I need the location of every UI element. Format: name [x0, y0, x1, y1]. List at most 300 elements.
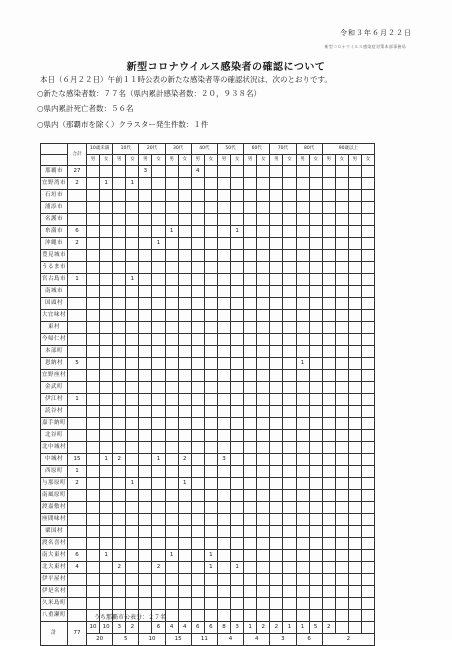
case-count-cell: [100, 502, 113, 514]
case-count-cell: [244, 334, 257, 346]
case-count-cell: [335, 250, 348, 262]
case-count-cell: 2: [152, 562, 165, 574]
case-count-cell: [126, 334, 139, 346]
case-count-cell: [165, 298, 178, 310]
case-count-cell: [152, 310, 165, 322]
case-count-cell: [87, 190, 100, 202]
case-count-cell: [178, 202, 191, 214]
case-count-cell: [100, 262, 113, 274]
case-count-cell: [178, 238, 191, 250]
case-count-cell: [100, 226, 113, 238]
case-count-cell: [217, 502, 230, 514]
case-count-cell: [231, 574, 244, 586]
case-count-cell: [126, 214, 139, 226]
case-count-cell: [204, 274, 217, 286]
case-count-cell: [283, 598, 296, 610]
case-count-cell: [283, 382, 296, 394]
case-count-cell: [231, 538, 244, 550]
case-count-cell: [348, 298, 361, 310]
municipality-name: 北大東村: [41, 562, 68, 574]
case-count-cell: [244, 562, 257, 574]
case-count-cell: [309, 502, 322, 514]
case-count-cell: [296, 442, 309, 454]
case-count-cell: [348, 250, 361, 262]
footnote: うち那覇市公表分：２７名: [94, 614, 167, 621]
case-count-cell: [100, 334, 113, 346]
case-count-cell: [335, 406, 348, 418]
case-count-cell: [283, 286, 296, 298]
case-count-cell: [257, 262, 270, 274]
case-count-cell: [126, 598, 139, 610]
case-count-cell: [126, 310, 139, 322]
case-count-cell: [139, 430, 152, 442]
sex-total-cell: 2: [257, 622, 270, 634]
case-count-cell: [178, 442, 191, 454]
case-count-cell: [204, 346, 217, 358]
case-count-cell: [152, 334, 165, 346]
case-count-cell: [113, 358, 126, 370]
case-count-cell: [257, 370, 270, 382]
case-count-cell: [361, 502, 374, 514]
case-count-cell: [87, 178, 100, 190]
case-count-cell: [204, 466, 217, 478]
case-count-cell: [335, 166, 348, 178]
case-count-cell: [270, 238, 283, 250]
case-count-cell: [348, 238, 361, 250]
case-count-cell: [204, 286, 217, 298]
case-count-cell: [361, 322, 374, 334]
sex-total-cell: [348, 622, 361, 634]
case-count-cell: [139, 250, 152, 262]
case-count-cell: [296, 250, 309, 262]
case-count-cell: [270, 346, 283, 358]
case-count-cell: [244, 502, 257, 514]
municipality-name: 座間味村: [41, 514, 68, 526]
case-count-cell: [296, 406, 309, 418]
case-count-cell: [231, 322, 244, 334]
case-count-cell: [178, 598, 191, 610]
case-count-cell: [191, 406, 204, 418]
table-row: [41, 250, 375, 262]
case-count-cell: [361, 442, 374, 454]
sex-total-cell: 10: [87, 622, 100, 634]
case-count-cell: [270, 454, 283, 466]
case-count-cell: 1: [152, 454, 165, 466]
table-row: [41, 586, 375, 598]
table-row: [41, 418, 375, 430]
municipality-name: 北中城村: [41, 442, 68, 454]
case-count-cell: [348, 166, 361, 178]
case-count-cell: [335, 598, 348, 610]
case-count-cell: [283, 358, 296, 370]
case-count-cell: [217, 286, 230, 298]
case-count-cell: [87, 166, 100, 178]
municipality-name: 西原町: [41, 466, 68, 478]
case-count-cell: [322, 310, 335, 322]
age-total-cell: 11: [191, 634, 217, 646]
case-count-cell: [191, 322, 204, 334]
case-count-cell: [361, 358, 374, 370]
case-count-cell: [283, 214, 296, 226]
case-count-cell: [113, 370, 126, 382]
case-count-cell: [348, 406, 361, 418]
case-count-cell: [126, 502, 139, 514]
municipality-total: [68, 334, 87, 346]
case-count-cell: [270, 382, 283, 394]
case-count-cell: [139, 562, 152, 574]
case-count-cell: [244, 442, 257, 454]
municipality-total: 6: [68, 226, 87, 238]
case-count-cell: [322, 598, 335, 610]
case-count-cell: [152, 418, 165, 430]
case-count-cell: [204, 238, 217, 250]
case-count-cell: [165, 406, 178, 418]
case-count-cell: [100, 574, 113, 586]
case-count-cell: [335, 370, 348, 382]
case-count-cell: [283, 394, 296, 406]
case-count-cell: [322, 214, 335, 226]
case-count-cell: [217, 190, 230, 202]
case-count-cell: [296, 514, 309, 526]
case-count-cell: [322, 454, 335, 466]
case-count-cell: [152, 490, 165, 502]
municipality-total: [68, 442, 87, 454]
case-count-cell: [296, 226, 309, 238]
case-count-cell: [361, 430, 374, 442]
case-count-cell: [204, 166, 217, 178]
case-count-cell: [100, 526, 113, 538]
case-count-cell: [139, 202, 152, 214]
case-count-cell: [296, 562, 309, 574]
case-count-cell: [257, 190, 270, 202]
header-sex: 女: [283, 155, 296, 166]
municipality-name: 恩納村: [41, 358, 68, 370]
case-count-cell: [87, 238, 100, 250]
case-count-cell: [113, 586, 126, 598]
case-count-cell: [139, 502, 152, 514]
case-count-cell: [270, 526, 283, 538]
case-count-cell: [244, 322, 257, 334]
case-count-cell: [165, 346, 178, 358]
header-sex: 女: [126, 155, 139, 166]
sex-total-cell: 1: [296, 622, 309, 634]
case-count-cell: [244, 418, 257, 430]
case-count-cell: [296, 262, 309, 274]
case-count-cell: [204, 514, 217, 526]
case-count-cell: [361, 538, 374, 550]
case-count-cell: [100, 538, 113, 550]
case-count-cell: [322, 358, 335, 370]
sex-total-cell: 5: [309, 622, 322, 634]
case-count-cell: [361, 166, 374, 178]
case-count-cell: [165, 358, 178, 370]
case-count-cell: [309, 454, 322, 466]
table-row: [41, 166, 375, 178]
case-count-cell: [335, 562, 348, 574]
case-count-cell: [296, 238, 309, 250]
case-count-cell: [87, 226, 100, 238]
case-count-cell: [165, 190, 178, 202]
case-count-cell: [126, 526, 139, 538]
header-age-group: 90歳以上: [322, 144, 374, 155]
case-count-cell: [257, 346, 270, 358]
case-count-cell: [361, 526, 374, 538]
municipality-total: 2: [68, 478, 87, 490]
case-count-cell: [178, 550, 191, 562]
case-count-cell: [178, 562, 191, 574]
case-count-cell: [87, 274, 100, 286]
case-count-cell: [113, 598, 126, 610]
header-sex: 女: [100, 155, 113, 166]
case-count-cell: [204, 178, 217, 190]
case-count-cell: 1: [126, 478, 139, 490]
case-count-cell: [178, 490, 191, 502]
case-count-cell: [335, 466, 348, 478]
municipality-total: 5: [68, 358, 87, 370]
case-count-cell: [87, 574, 100, 586]
case-count-cell: [113, 478, 126, 490]
case-count-cell: [100, 442, 113, 454]
case-count-cell: [139, 550, 152, 562]
case-count-cell: [231, 286, 244, 298]
case-count-cell: [231, 586, 244, 598]
case-count-cell: [309, 478, 322, 490]
case-count-cell: [244, 358, 257, 370]
case-count-cell: [283, 334, 296, 346]
case-count-cell: [87, 310, 100, 322]
case-count-cell: [348, 514, 361, 526]
case-count-cell: [217, 418, 230, 430]
header-sex: 男: [113, 155, 126, 166]
sex-total-cell: 4: [165, 622, 178, 634]
municipality-name: 久米島町: [41, 598, 68, 610]
case-count-cell: [283, 538, 296, 550]
case-count-cell: [191, 310, 204, 322]
case-count-cell: [270, 574, 283, 586]
case-count-cell: [361, 262, 374, 274]
case-count-cell: [348, 202, 361, 214]
case-count-cell: [87, 286, 100, 298]
case-count-cell: [322, 610, 335, 622]
case-count-cell: [139, 442, 152, 454]
case-count-cell: [100, 394, 113, 406]
case-count-cell: [152, 430, 165, 442]
header-age-group: 60代: [244, 144, 270, 155]
case-count-cell: [231, 298, 244, 310]
case-count-cell: [87, 550, 100, 562]
municipality-name: 読谷村: [41, 406, 68, 418]
case-count-cell: [296, 322, 309, 334]
case-count-cell: [191, 286, 204, 298]
case-count-cell: [113, 574, 126, 586]
case-count-cell: [244, 394, 257, 406]
case-count-cell: [270, 310, 283, 322]
case-count-cell: [244, 406, 257, 418]
municipality-name: 中城村: [41, 454, 68, 466]
header-sex: 女: [152, 155, 165, 166]
case-count-cell: [204, 574, 217, 586]
case-count-cell: [191, 442, 204, 454]
case-count-cell: [348, 418, 361, 430]
case-count-cell: [191, 250, 204, 262]
case-count-cell: [139, 190, 152, 202]
case-count-cell: [87, 214, 100, 226]
case-count-cell: [283, 454, 296, 466]
case-count-cell: [270, 322, 283, 334]
case-count-cell: [335, 358, 348, 370]
sex-total-cell: 1: [283, 622, 296, 634]
case-count-cell: [361, 286, 374, 298]
case-count-cell: [191, 454, 204, 466]
case-count-cell: [87, 262, 100, 274]
grand-total: 77: [68, 622, 87, 646]
case-count-cell: [152, 286, 165, 298]
case-count-cell: [361, 574, 374, 586]
case-count-cell: [178, 214, 191, 226]
case-count-cell: [217, 202, 230, 214]
case-count-cell: [100, 322, 113, 334]
case-count-cell: [257, 406, 270, 418]
case-count-cell: [309, 418, 322, 430]
age-total-cell: 20: [87, 634, 113, 646]
case-count-cell: [113, 178, 126, 190]
case-count-cell: [152, 394, 165, 406]
case-count-cell: [309, 586, 322, 598]
header-sex: 男: [322, 155, 335, 166]
case-count-cell: [296, 274, 309, 286]
case-count-cell: [361, 370, 374, 382]
case-count-cell: [191, 358, 204, 370]
case-count-cell: [322, 514, 335, 526]
case-count-cell: [165, 418, 178, 430]
case-count-cell: [217, 298, 230, 310]
sex-total-cell: 10: [100, 622, 113, 634]
case-count-cell: [270, 478, 283, 490]
case-count-cell: [309, 610, 322, 622]
header-row-age: [41, 144, 375, 155]
case-count-cell: [244, 262, 257, 274]
case-count-cell: [87, 430, 100, 442]
case-count-cell: [100, 382, 113, 394]
case-count-cell: [335, 238, 348, 250]
municipality-name: 渡名喜村: [41, 538, 68, 550]
case-count-cell: [100, 166, 113, 178]
case-count-cell: [126, 166, 139, 178]
case-count-cell: [217, 226, 230, 238]
case-count-cell: 1: [204, 550, 217, 562]
case-count-cell: [322, 262, 335, 274]
table-row: [41, 226, 375, 238]
case-count-cell: 1: [204, 562, 217, 574]
case-count-cell: [231, 250, 244, 262]
case-count-cell: [126, 202, 139, 214]
header-sex: 女: [335, 155, 348, 166]
case-count-cell: [322, 466, 335, 478]
case-count-cell: [322, 286, 335, 298]
case-count-cell: [283, 406, 296, 418]
case-count-cell: [257, 358, 270, 370]
case-count-cell: [322, 418, 335, 430]
case-count-cell: [139, 298, 152, 310]
case-count-cell: [270, 418, 283, 430]
table-row: [41, 202, 375, 214]
case-count-cell: [348, 466, 361, 478]
case-count-cell: [152, 262, 165, 274]
case-count-cell: [257, 322, 270, 334]
case-count-cell: [217, 430, 230, 442]
case-count-cell: [322, 502, 335, 514]
summary-new-cases: ○新たな感染者数：７７名（県内累計感染者数：２０，９３８名）: [37, 89, 262, 98]
case-count-cell: [361, 610, 374, 622]
case-count-cell: [335, 454, 348, 466]
case-count-cell: [191, 562, 204, 574]
case-count-cell: [283, 490, 296, 502]
case-count-cell: [126, 562, 139, 574]
header-sex: 男: [165, 155, 178, 166]
case-count-cell: [309, 562, 322, 574]
case-count-cell: [283, 478, 296, 490]
case-count-cell: [257, 286, 270, 298]
document-title: 新型コロナウイルス感染者の確認について: [126, 62, 326, 73]
case-count-cell: [361, 274, 374, 286]
case-count-cell: [100, 466, 113, 478]
case-count-cell: [348, 190, 361, 202]
case-count-cell: [113, 382, 126, 394]
case-count-cell: [165, 286, 178, 298]
case-count-cell: [231, 166, 244, 178]
case-count-cell: 2: [178, 454, 191, 466]
case-count-cell: [361, 238, 374, 250]
case-count-cell: [244, 202, 257, 214]
case-count-cell: [257, 238, 270, 250]
case-count-cell: [165, 586, 178, 598]
case-count-cell: [217, 394, 230, 406]
case-count-cell: [139, 394, 152, 406]
municipality-name: 金武町: [41, 382, 68, 394]
municipality-name: 伊平屋村: [41, 574, 68, 586]
case-count-cell: [296, 370, 309, 382]
case-count-cell: [322, 478, 335, 490]
case-count-cell: [139, 214, 152, 226]
case-count-cell: [139, 178, 152, 190]
case-count-cell: [348, 358, 361, 370]
case-count-cell: [270, 334, 283, 346]
municipality-name: 宜野湾市: [41, 178, 68, 190]
case-count-cell: [204, 586, 217, 598]
case-count-cell: [217, 178, 230, 190]
case-count-cell: [87, 358, 100, 370]
case-count-cell: [217, 526, 230, 538]
case-count-cell: [139, 274, 152, 286]
case-count-cell: [204, 250, 217, 262]
summary-clusters: ○県内（那覇市を除く）クラスター発生件数：１件: [37, 120, 209, 129]
case-count-cell: [113, 238, 126, 250]
case-count-cell: [87, 382, 100, 394]
case-count-cell: [87, 538, 100, 550]
case-count-cell: [244, 430, 257, 442]
case-count-cell: [309, 226, 322, 238]
case-count-cell: [283, 430, 296, 442]
case-count-cell: [178, 322, 191, 334]
case-count-cell: [283, 226, 296, 238]
case-count-cell: [178, 430, 191, 442]
case-count-cell: [139, 334, 152, 346]
case-count-cell: [270, 190, 283, 202]
case-count-cell: [100, 406, 113, 418]
case-count-cell: [100, 598, 113, 610]
header-sex: 男: [244, 155, 257, 166]
case-count-cell: [348, 562, 361, 574]
